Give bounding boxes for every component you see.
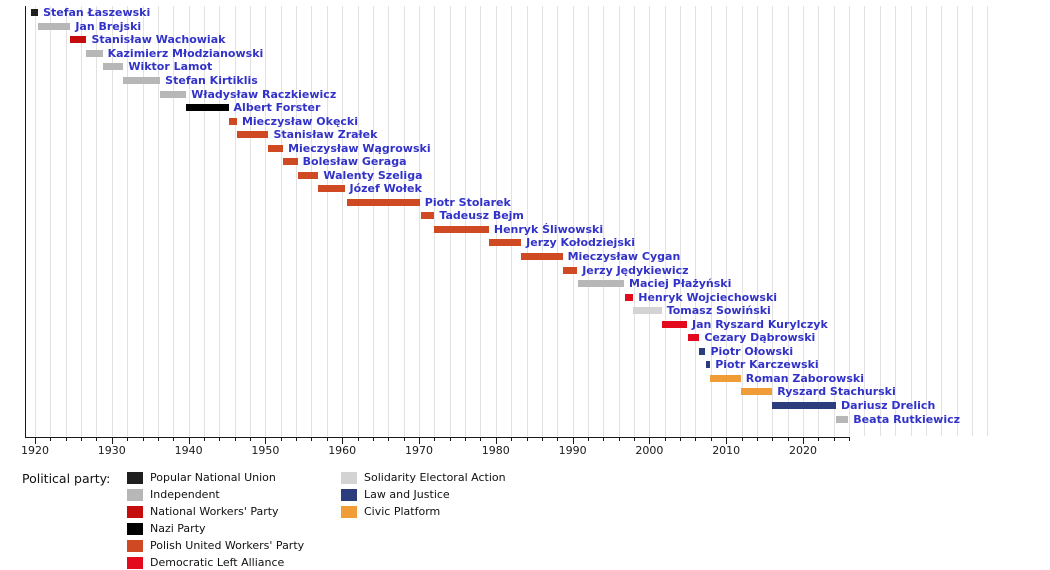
tick-label: 2020 (789, 444, 817, 457)
tick-label: 2000 (635, 444, 664, 457)
person-label[interactable]: Albert Forster (233, 101, 321, 115)
person-label[interactable]: Mieczysław Okęcki (241, 114, 359, 128)
person-label[interactable]: Roman Zaborowski (745, 371, 864, 385)
legend-swatch (341, 489, 357, 501)
legend-swatch (127, 523, 143, 535)
legend-item-label: Independent (150, 488, 220, 501)
legend-swatch (341, 472, 357, 484)
legend-item-label: Civic Platform (364, 505, 441, 518)
legend-swatch (127, 506, 143, 518)
legend-swatch (127, 489, 143, 501)
person-label[interactable]: Piotr Stolarek (424, 195, 511, 209)
legend-title: Political party: (22, 471, 111, 486)
person-label[interactable]: Beata Rutkiewicz (853, 412, 961, 426)
legend-swatch (127, 472, 143, 484)
person-label[interactable]: Stanisław Zrałek (273, 128, 378, 142)
tick-label: 1920 (21, 444, 49, 457)
person-label[interactable]: Tadeusz Bejm (439, 209, 524, 223)
person-label[interactable]: Wiktor Lamot (128, 60, 213, 74)
legend-item-label: National Workers' Party (150, 505, 279, 518)
legend-item-label: Nazi Party (150, 522, 206, 535)
person-label[interactable]: Józef Wołek (349, 182, 422, 196)
person-label[interactable]: Henryk Wojciechowski (638, 290, 778, 304)
person-label[interactable]: Mieczysław Wągrowski (288, 141, 431, 155)
person-label[interactable]: Stefan Łaszewski (43, 6, 151, 20)
legend-item-label: Popular National Union (150, 471, 276, 484)
legend-swatch (341, 506, 357, 518)
tick-label: 1950 (251, 444, 280, 457)
person-label[interactable]: Kazimierz Młodzianowski (107, 46, 264, 60)
person-label[interactable]: Jan Ryszard Kurylczyk (692, 317, 828, 331)
person-label[interactable]: Piotr Karczewski (715, 358, 819, 372)
tick-label: 2010 (712, 444, 741, 457)
tick-label: 1940 (174, 444, 203, 457)
legend-swatch (127, 540, 143, 552)
person-label[interactable]: Jan Brejski (75, 19, 142, 33)
person-label[interactable]: Walenty Szeliga (323, 168, 423, 182)
tick-label: 1980 (481, 444, 510, 457)
legend-item-label: Democratic Left Alliance (150, 556, 285, 569)
person-label[interactable]: Dariusz Drelich (841, 398, 936, 412)
person-label[interactable]: Władysław Raczkiewicz (191, 87, 337, 101)
legend-item-label: Solidarity Electoral Action (364, 471, 506, 484)
legend-swatch (127, 557, 143, 569)
person-label[interactable]: Jerzy Kołodziejski (526, 236, 635, 250)
person-label[interactable]: Jerzy Jędykiewicz (582, 263, 689, 277)
tick-label: 1960 (328, 444, 357, 457)
person-label[interactable]: Henryk Śliwowski (493, 222, 604, 236)
person-label[interactable]: Stefan Kirtiklis (165, 74, 258, 87)
person-label[interactable]: Piotr Ołowski (710, 344, 794, 358)
legend-item-label: Polish United Workers' Party (150, 539, 305, 552)
person-label[interactable]: Bolesław Geraga (302, 155, 407, 169)
tick-label: 1990 (558, 444, 587, 457)
tick-label: 1930 (97, 444, 126, 457)
person-label[interactable]: Maciej Płażyński (629, 277, 732, 291)
person-label[interactable]: Tomasz Sowiński (666, 304, 771, 318)
person-label[interactable]: Cezary Dąbrowski (704, 331, 816, 345)
legend-item-label: Law and Justice (364, 488, 450, 501)
tick-label: 1970 (405, 444, 433, 457)
person-label[interactable]: Stanisław Wachowiak (91, 33, 226, 47)
person-label[interactable]: Mieczysław Cygan (567, 250, 681, 264)
person-label[interactable]: Ryszard Stachurski (777, 385, 896, 399)
